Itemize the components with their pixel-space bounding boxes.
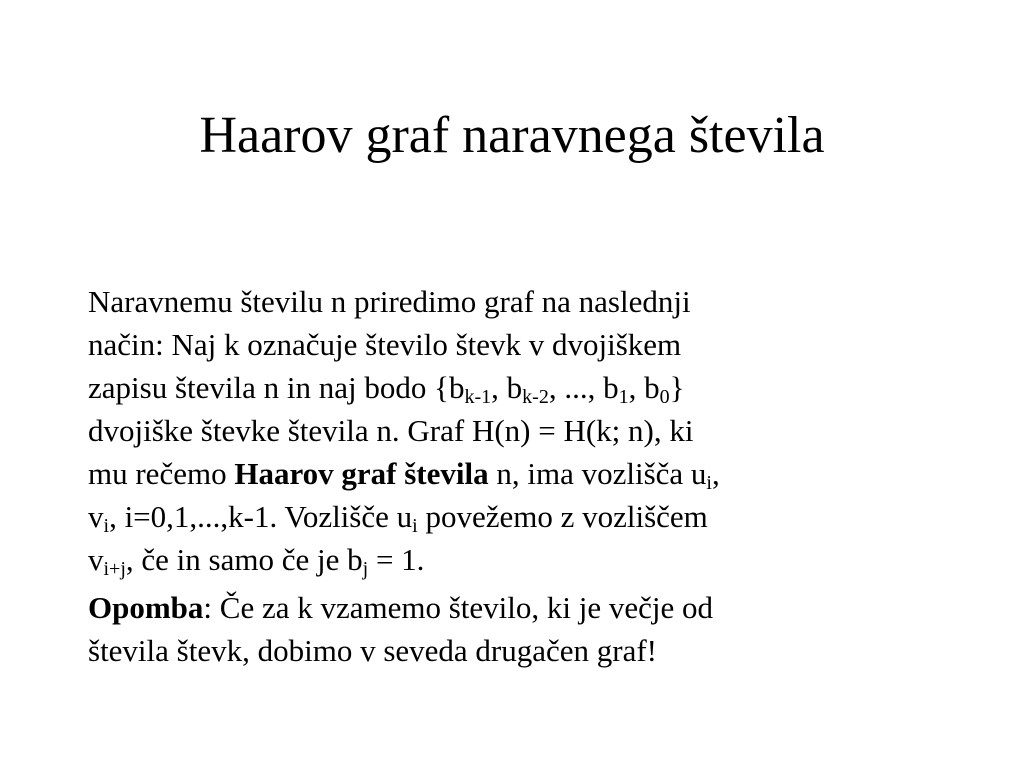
text-segment: , če in samo če je b — [125, 542, 363, 577]
bold-term: Haarov graf števila — [234, 456, 489, 491]
slide-title: Haarov graf naravnega števila — [199, 107, 825, 164]
text-segment: zapisu števila n in naj bodo {b — [88, 370, 465, 405]
line-7 — [88, 538, 968, 581]
paragraph-note — [88, 586, 968, 672]
text-segment: , i=0,1,...,k-1. Vozlišče u — [109, 499, 413, 534]
line-3 — [88, 366, 968, 409]
text-segment: , b — [491, 370, 523, 405]
text-segment: mu rečemo — [88, 456, 235, 491]
subscript: i — [706, 472, 712, 494]
text-segment: števila števk, dobimo v seveda drugačen graf! — [88, 633, 658, 668]
subscript: i+j — [103, 558, 126, 580]
line-5 — [88, 452, 968, 495]
text-segment: = 1. — [368, 542, 425, 577]
note-line-1 — [88, 586, 968, 629]
subscript: k-2 — [522, 386, 549, 408]
subscript: j — [362, 558, 369, 580]
line-2 — [88, 323, 968, 366]
paragraph-definition — [88, 280, 968, 581]
line-6 — [88, 495, 968, 538]
subscript: 0 — [659, 386, 670, 408]
text-segment: , b — [628, 370, 660, 405]
text-segment: dvojiške števke števila n. Graf H(n) = H(k; n), ki — [88, 413, 694, 448]
text-segment: , — [711, 456, 720, 491]
subscript: k-1 — [464, 386, 492, 408]
subscript: 1 — [618, 386, 629, 408]
note-line-2 — [88, 629, 968, 672]
text-segment: : Če za k vzamemo število, ki je večje od — [203, 590, 714, 625]
subscript: i — [103, 515, 110, 537]
slide-body — [88, 280, 968, 677]
text-segment: Naravnemu številu n priredimo graf na naslednji — [88, 284, 691, 319]
text-segment: v — [88, 499, 104, 534]
subscript: i — [412, 515, 418, 537]
text-segment: v — [88, 542, 104, 577]
text-segment: } — [669, 370, 685, 405]
text-segment: povežemo z vozliščem — [417, 499, 708, 534]
text-segment: , ..., b — [548, 370, 619, 405]
text-segment: n, ima vozlišča u — [488, 456, 707, 491]
line-1 — [88, 280, 968, 323]
text-segment: način: Naj k označuje število števk v dvojiškem — [88, 327, 682, 362]
line-4 — [88, 409, 968, 452]
note-label: Opomba — [88, 590, 204, 625]
